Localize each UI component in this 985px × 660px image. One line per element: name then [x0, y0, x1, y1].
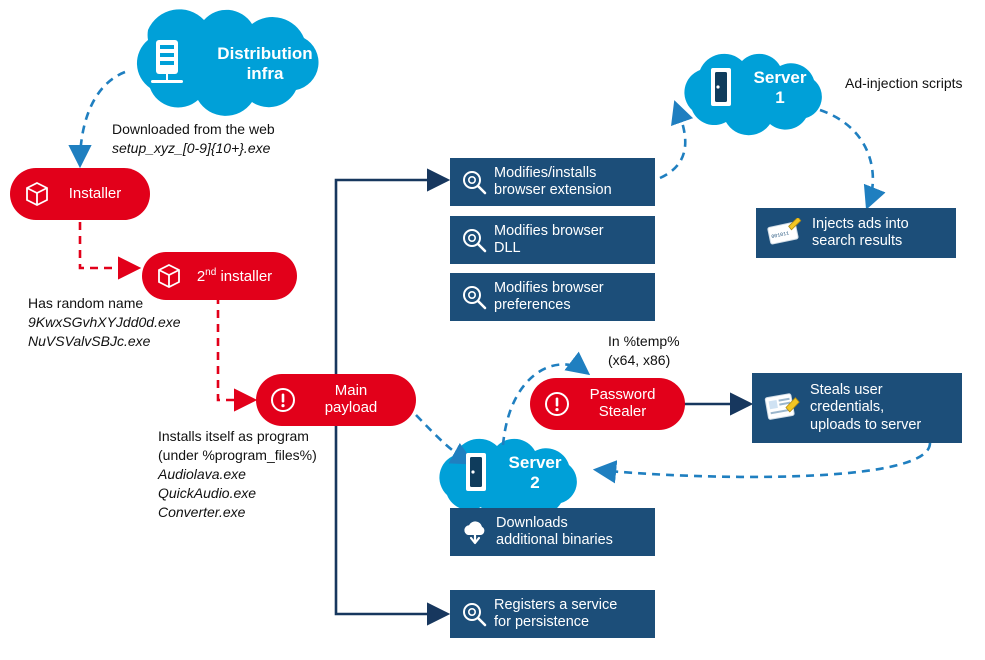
gear-search-icon — [460, 283, 488, 311]
node-modifies-browser-dll[interactable] — [450, 216, 655, 264]
annotation-has-random-name: Has random name 9KwxSGvhXYJdd0d.exe NuVSValvSBJc.exe — [28, 295, 181, 349]
node-main-payload[interactable] — [256, 374, 416, 426]
annotation-downloaded-from-the-web: Downloaded from the web setup_xyz_[0-9]{10+}.exe — [112, 121, 275, 156]
node-registers-a-service-for-persistence[interactable] — [450, 590, 655, 638]
door-icon — [706, 66, 736, 108]
node-label: Main payload — [324, 382, 378, 416]
node-second-installer[interactable] — [142, 252, 297, 300]
annotation-in-temp: In %temp% (x64, x86) — [608, 333, 680, 368]
cloud-download-icon — [460, 518, 490, 546]
cloud-label-distribution-infra: Distribution infra — [217, 44, 313, 83]
node-steals-user-credentials[interactable] — [752, 373, 962, 443]
gear-search-icon — [460, 226, 488, 254]
node-label: Modifies browser DLL — [494, 222, 604, 256]
code-tag-icon — [766, 218, 806, 248]
node-label: Password Stealer — [589, 386, 656, 420]
server-icon — [147, 36, 187, 92]
node-modifies-browser-preferences[interactable] — [450, 273, 655, 321]
node-modifies-installs-browser-extension[interactable] — [450, 158, 655, 206]
node-label: 2nd installer — [196, 266, 273, 285]
node-label: Modifies browser preferences — [494, 279, 604, 313]
node-label: Modifies/installs browser extension — [494, 164, 612, 198]
gear-search-icon — [460, 600, 488, 628]
node-label: Registers a service for persistence — [494, 596, 618, 630]
door-icon — [461, 451, 491, 493]
annotation-installs-itself-as-program: Installs itself as program (under %program_files%) Audiolava.exe QuickAudio.exe Converter.exe — [158, 428, 317, 520]
package-icon — [156, 263, 182, 289]
exclamation-disc-icon — [544, 391, 570, 417]
node-label: Downloads additional binaries — [496, 514, 613, 548]
node-injects-ads-into-search-results[interactable] — [756, 208, 956, 258]
annotation-ad-injection-scripts: Ad-injection scripts — [845, 75, 963, 91]
cloud-label-server-1: Server 1 — [753, 68, 807, 107]
cloud-label-server-2: Server 2 — [508, 453, 562, 492]
exclamation-disc-icon — [270, 387, 296, 413]
node-installer[interactable] — [10, 168, 150, 220]
node-password-stealer[interactable] — [530, 378, 685, 430]
node-label: Installer — [68, 184, 122, 202]
package-icon — [24, 181, 50, 207]
svg-text:001011: 001011 — [770, 230, 790, 241]
node-label: Steals user credentials, uploads to server — [810, 381, 922, 433]
credentials-icon — [762, 387, 804, 429]
gear-search-icon — [460, 168, 488, 196]
node-label: Injects ads into search results — [812, 215, 909, 249]
node-downloads-additional-binaries[interactable] — [450, 508, 655, 556]
